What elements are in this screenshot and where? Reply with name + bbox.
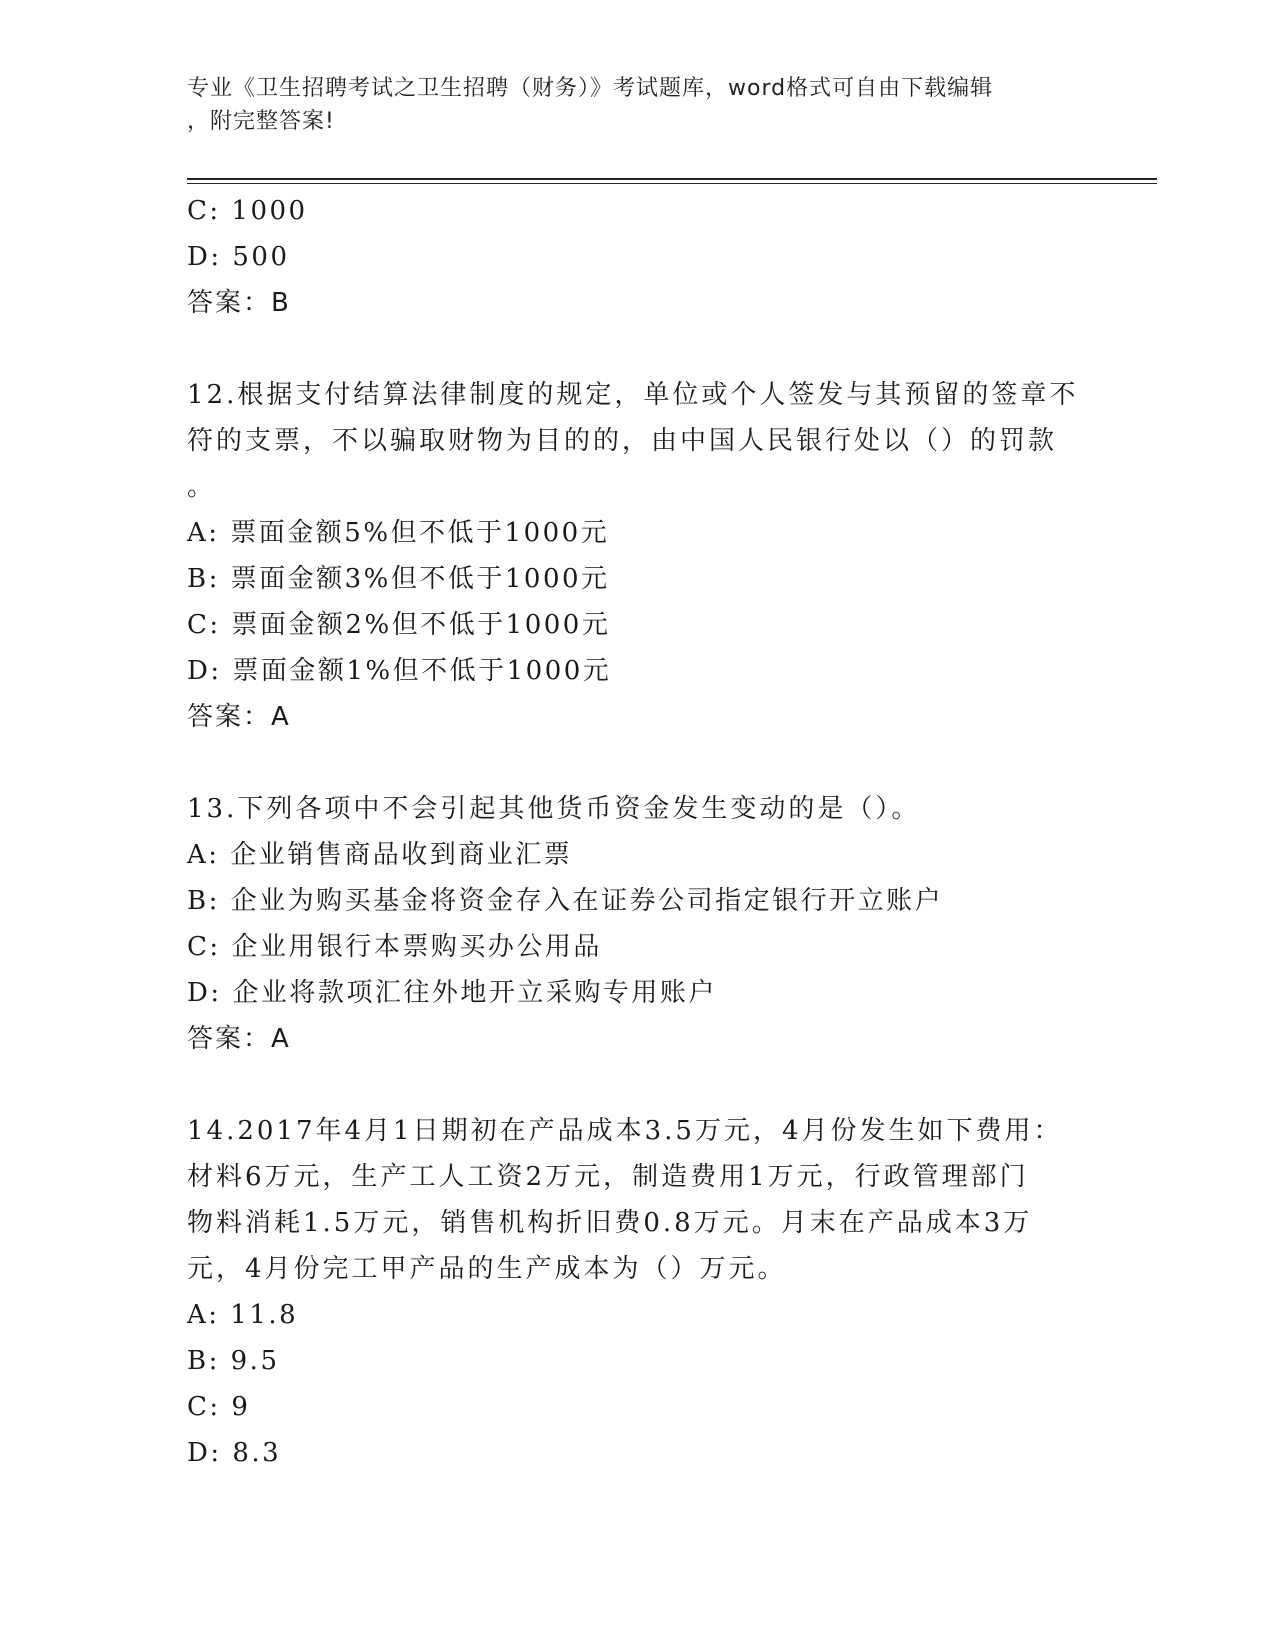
q13-stem-line-1: 13.下列各项中不会引起其他货币资金发生变动的是（）。 (187, 794, 921, 824)
spacer (187, 740, 1087, 786)
q14-stem-line-4: 元，4月份完工甲产品的生产成本为（）万元。 (187, 1254, 787, 1284)
q14-option-a: A: 11.8 (187, 1300, 299, 1330)
q14-stem-line-1: 14.2017年4月1日期初在产品成本3.5万元，4月份发生如下费用： (187, 1116, 1063, 1146)
q14-option-d: D: 8.3 (187, 1438, 282, 1468)
document-body (187, 188, 1087, 1476)
q12-stem-line-3: 。 (187, 472, 217, 502)
q12-option-a: A: 票面金额5%但不低于1000元 (187, 518, 610, 548)
question-14 (187, 1108, 1087, 1476)
q12-stem-line-1: 12.根据支付结算法律制度的规定，单位或个人签发与其预留的签章不 (187, 380, 1079, 410)
spacer (187, 1062, 1087, 1108)
q11-option-c: C: 1000 (187, 196, 308, 226)
q13-option-a: A: 企业销售商品收到商业汇票 (187, 840, 573, 870)
spacer (187, 326, 1087, 372)
q12-stem-line-2: 符的支票，不以骗取财物为目的的，由中国人民银行处以（）的罚款 (187, 426, 1058, 456)
q13-option-d: D: 企业将款项汇往外地开立采购专用账户 (187, 978, 717, 1008)
q12-answer: 答案：A (187, 702, 291, 732)
q14-option-c: C: 9 (187, 1392, 251, 1422)
q11-answer: 答案：B (187, 288, 291, 318)
question-13 (187, 786, 1087, 1062)
question-12 (187, 372, 1087, 740)
header-divider-thin (187, 183, 1157, 184)
q14-stem-line-3: 物料消耗1.5万元，销售机构折旧费0.8万元。月末在产品成本3万 (187, 1208, 1033, 1238)
header-line-2: ，附完整答案! (187, 109, 335, 134)
header-line-1: 专业《卫生招聘考试之卫生招聘（财务）》考试题库，word格式可自由下载编辑 (187, 76, 994, 101)
q11-option-d: D: 500 (187, 242, 290, 272)
question-11 (187, 188, 1087, 326)
q14-option-b: B: 9.5 (187, 1346, 280, 1376)
q13-option-c: C: 企业用银行本票购买办公用品 (187, 932, 602, 962)
q13-answer: 答案：A (187, 1024, 291, 1054)
q12-option-b: B: 票面金额3%但不低于1000元 (187, 564, 610, 594)
q13-option-b: B: 企业为购买基金将资金存入在证券公司指定银行开立账户 (187, 886, 944, 916)
q12-option-d: D: 票面金额1%但不低于1000元 (187, 656, 612, 686)
document-header (187, 72, 1067, 138)
header-divider-thick (187, 178, 1157, 180)
q12-option-c: C: 票面金额2%但不低于1000元 (187, 610, 611, 640)
q14-stem-line-2: 材料6万元，生产工人工资2万元，制造费用1万元，行政管理部门 (187, 1162, 1029, 1192)
